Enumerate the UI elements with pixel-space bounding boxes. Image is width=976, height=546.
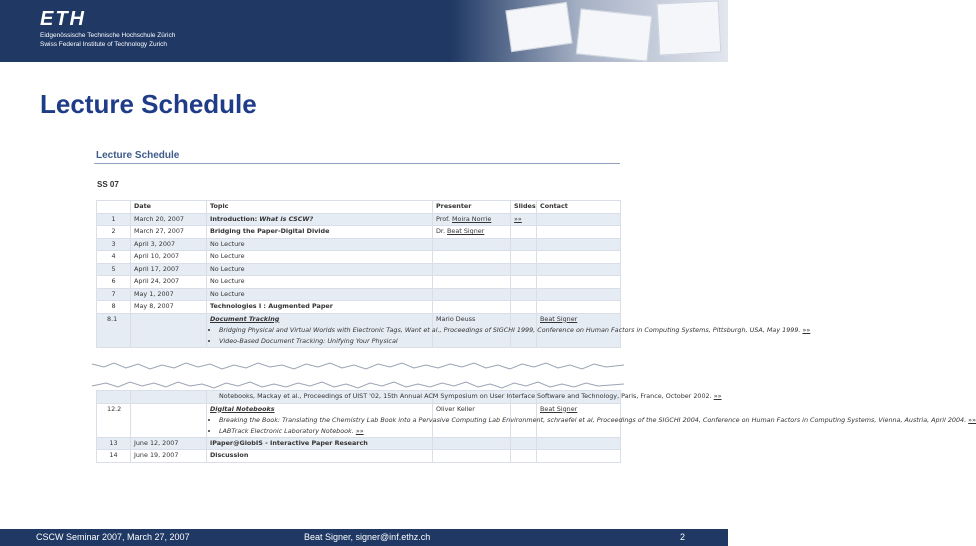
presenter-link[interactable]: Beat Signer [447,227,485,235]
reference-item [219,325,811,336]
row-number: 8 [97,301,131,314]
reference-link[interactable]: »» [713,392,722,400]
footer-band [0,529,728,546]
row-number: 5 [97,263,131,276]
row-number: 6 [97,276,131,289]
row-slides [511,238,537,251]
col-header-presenter: Presenter [433,201,511,214]
row-topic: No Lecture [207,276,433,289]
row-slides [511,288,537,301]
row-contact [537,226,621,239]
col-header-date: Date [131,201,207,214]
row-date: March 20, 2007 [131,213,207,226]
row-contact [537,213,621,226]
row-number: 2 [97,226,131,239]
row-slides [511,437,537,450]
row-presenter [433,251,511,264]
page-number: 2 [680,532,686,542]
table-header-row [97,201,621,214]
col-header-contact: Contact [537,201,621,214]
row-number: 1 [97,213,131,226]
subtopic-heading: Document Tracking [210,314,280,323]
row-slides [511,450,537,463]
topic-title: Technologies I : Augmented Paper [210,302,333,310]
row-number [97,391,131,404]
row-contact [537,450,621,463]
row-presenter [433,238,511,251]
screenshot-title: Lecture Schedule [96,150,180,161]
topic-title: iPaper@GlobIS - Interactive Paper Research [210,438,368,447]
row-date [131,391,207,404]
table-row [97,213,621,226]
row-presenter: Mario Deuss [433,313,511,347]
col-header-topic: Topic [207,201,433,214]
table-row [97,276,621,289]
row-topic [207,437,433,450]
row-topic: No Lecture [207,251,433,264]
table-row-subtopic [97,313,621,347]
row-topic: No Lecture [207,288,433,301]
row-presenter [433,213,511,226]
row-slides [511,276,537,289]
schedule-table-top [96,200,811,348]
col-header-num [97,201,131,214]
row-number: 13 [97,437,131,450]
row-contact [537,238,621,251]
row-presenter [433,301,511,314]
row-topic [207,450,433,463]
row-presenter: Oliver Keller [433,403,511,437]
slide-title: Lecture Schedule [40,89,257,119]
row-date: April 17, 2007 [131,263,207,276]
row-date: June 12, 2007 [131,437,207,450]
row-presenter [433,288,511,301]
row-topic: No Lecture [207,238,433,251]
contact-link[interactable]: Beat Signer [540,404,578,413]
reference-item [219,426,429,437]
row-contact [537,437,621,450]
table-row [97,301,621,314]
row-number: 4 [97,251,131,264]
reference-text: Notebooks, Mackay et al., Proceedings of UIST '02, 15th Annual ACM Symposium on User Interface Software and Technology, Paris, France, October 2002. [219,392,712,400]
row-number: 8.1 [97,313,131,347]
row-number: 12.2 [97,403,131,437]
topic-title: Bridging the Paper-Digital Divide [210,227,330,235]
reference-text: Breaking the Book: Translating the Chemistry Lab Book into a Pervasive Computing Lab Environment, schraefel et al, Proceedings of the SIGCHI 2004, Conference on Human Factors in Computing Systems, Vienna, Austria, April 2004. [219,415,967,424]
row-contact [537,251,621,264]
row-slides [511,263,537,276]
reference-text: Video-Based Document Tracking: Unifying Your Physical [219,336,398,345]
row-topic [207,226,433,239]
presenter-title: Dr. [436,227,445,235]
table-row-continued [97,391,621,404]
schedule-table-bottom [96,390,976,463]
reference-link[interactable]: »» [968,415,976,424]
row-contact [537,301,621,314]
row-date: May 8, 2007 [131,301,207,314]
eth-subtitle-en: Swiss Federal Institute of Technology Zurich [40,41,168,48]
row-contact [537,263,621,276]
table-row [97,226,621,239]
row-date: April 10, 2007 [131,251,207,264]
topic-label: Introduction: [210,214,258,223]
col-header-slides: Slides [511,201,537,214]
table-row [97,450,621,463]
table-row [97,288,621,301]
presenter-title: Prof. [436,214,450,223]
eth-logo: ETH [40,8,86,30]
screenshot-title-rule [94,163,620,164]
eth-subtitle-de: Eidgenössische Technische Hochschule Zürich [40,32,176,39]
photo-paper-sheet [657,0,722,55]
table-row [97,251,621,264]
row-date: April 24, 2007 [131,276,207,289]
header-photo [358,0,728,62]
row-presenter [433,276,511,289]
row-number: 14 [97,450,131,463]
row-presenter [433,437,511,450]
topic-title: Discussion [210,451,249,459]
reference-text: Bridging Physical and Virtual Worlds with Electronic Tags, Want et al., Proceedings of SIGCHI 1999, Conference on Human Factors in Computing Systems, Pittsburgh, USA, May 1999. [219,325,801,334]
footer-course: CSCW Seminar 2007, March 27, 2007 [36,532,190,542]
reference-item [219,336,429,347]
row-presenter [433,226,511,239]
row-topic [207,213,433,226]
row-slides [511,251,537,264]
footer-author: Beat Signer, signer@inf.ethz.ch [304,532,431,542]
row-contact [537,288,621,301]
table-row [97,263,621,276]
reference-item [219,415,976,426]
row-slides [511,226,537,239]
row-number: 7 [97,288,131,301]
row-topic [207,391,722,404]
row-date: March 27, 2007 [131,226,207,239]
row-topic: No Lecture [207,263,433,276]
row-topic [207,301,433,314]
table-row-subtopic [97,403,621,437]
reference-link[interactable]: »» [355,426,364,435]
slides-link[interactable]: »» [514,214,522,223]
row-slides [511,213,537,226]
reference-link[interactable]: »» [802,325,811,334]
row-date [131,403,207,437]
table-row [97,238,621,251]
row-number: 3 [97,238,131,251]
row-date [131,313,207,347]
subtopic-heading: Digital Notebooks [210,404,275,413]
row-date: May 1, 2007 [131,288,207,301]
header-band [0,0,728,62]
row-date: June 19, 2007 [131,450,207,463]
presenter-link[interactable]: Moira Norrie [452,214,492,223]
contact-link[interactable]: Beat Signer [540,314,578,323]
row-contact [537,276,621,289]
row-presenter [433,263,511,276]
row-date: April 3, 2007 [131,238,207,251]
term-label: SS 07 [97,180,119,189]
table-row [97,437,621,450]
photo-paper-sheet [505,2,572,52]
photo-paper-sheet [576,8,652,61]
reference-text: LABTrack Electronic Laboratory Notebook. [219,426,354,435]
row-presenter [433,450,511,463]
row-slides [511,301,537,314]
topic-title: What is CSCW? [259,214,314,223]
